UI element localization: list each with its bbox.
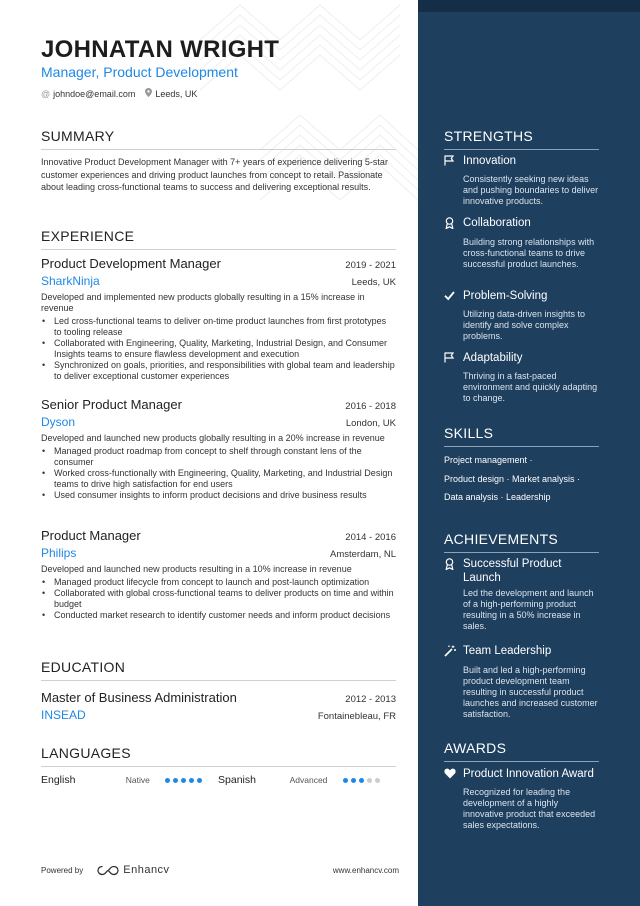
location-pin-icon — [145, 88, 152, 99]
job-company: Philips — [41, 546, 77, 560]
section-heading: ACHIEVEMENTS — [444, 531, 599, 553]
footer — [41, 864, 399, 876]
job-location: Leeds, UK — [351, 277, 396, 288]
education-location: Fontainebleau, FR — [317, 711, 396, 722]
section-heading: STRENGTHS — [444, 128, 599, 150]
candidate-name: JOHNATAN WRIGHT — [41, 36, 280, 63]
section-heading: AWARDS — [444, 740, 599, 762]
strength-title: Problem-Solving — [463, 290, 548, 302]
strength-item — [444, 155, 599, 207]
job-role: Product Development Manager — [41, 256, 221, 271]
job-location: Amsterdam, NL — [330, 549, 396, 560]
section-heading: EXPERIENCE — [41, 228, 396, 250]
email-item[interactable] — [41, 89, 135, 99]
rating-dot-empty — [367, 778, 372, 783]
skills-section — [444, 425, 599, 507]
summary-text: Innovative Product Development Manager with 7+ years of experience delivering 5-star customer experiences and driving product launches from concept to retail. Passionate about leading cross-functional teams to success and delivering exceptional results. — [41, 157, 388, 192]
location-text: Leeds, UK — [155, 88, 198, 99]
award-title: Product Innovation Award — [463, 768, 594, 780]
brand-block — [41, 864, 170, 876]
strength-desc: Building strong relationships with cross-functional teams to drive successful product launches. — [463, 236, 595, 269]
strength-item — [444, 352, 599, 404]
contact-info — [41, 88, 207, 99]
achievement-item — [444, 558, 599, 632]
flag-icon — [444, 352, 457, 368]
section-heading: SKILLS — [444, 425, 599, 447]
achievement-title: Successful Product Launch — [463, 558, 562, 584]
job-entry — [41, 397, 396, 501]
location-item — [145, 88, 197, 99]
job-description: Developed and implemented new products globally resulting in a 15% increase in revenue — [41, 292, 365, 313]
list-item: • Conducted market research to identify customer needs and inform product decisions — [41, 610, 396, 621]
strength-desc: Utilizing data-driven insights to identify and solve complex problems. — [463, 308, 586, 341]
list-item: • Collaborated with global cross-functional teams to deliver products on time and within budget — [41, 588, 396, 610]
section-heading: SUMMARY — [41, 128, 396, 150]
brand-name: Enhancv — [123, 864, 170, 876]
sidebar-top-bar — [418, 0, 640, 12]
language-level: Native — [125, 775, 150, 785]
rating-dot-filled — [189, 778, 194, 783]
job-bullets — [41, 446, 396, 501]
job-company: Dyson — [41, 415, 76, 429]
language-name: English — [41, 774, 76, 786]
degree: Master of Business Administration — [41, 690, 237, 705]
award-icon — [444, 558, 457, 575]
candidate-title: Manager, Product Development — [41, 64, 238, 80]
achievement-desc: Led the development and launch of a high-performing product resulting in a 50% increase in sales. — [463, 588, 594, 631]
job-entry — [41, 528, 396, 621]
skill-line: Product design · Market analysis · — [444, 473, 581, 484]
strength-desc: Consistently seeking new ideas and pushing boundaries to deliver innovative products. — [463, 173, 599, 206]
education-section — [41, 659, 396, 722]
achievement-title: Team Leadership — [463, 645, 552, 657]
email-text: johndoe@email.com — [53, 88, 136, 99]
school: INSEAD — [41, 708, 86, 722]
job-dates: 2016 - 2018 — [345, 401, 396, 412]
achievement-item — [444, 645, 599, 720]
rating-dot-empty — [375, 778, 380, 783]
rating-dot-filled — [165, 778, 170, 783]
job-dates: 2014 - 2016 — [345, 532, 396, 543]
language-level: Advanced — [289, 775, 328, 785]
skill-line: Data analysis · Leadership — [444, 492, 551, 502]
job-bullets — [41, 316, 396, 382]
award-item — [444, 768, 599, 831]
job-company: SharkNinja — [41, 274, 100, 288]
magic-wand-icon — [444, 645, 457, 662]
job-description: Developed and launched new products globally resulting in a 20% increase in revenue — [41, 433, 385, 443]
strength-desc: Thriving in a fast-paced environment and quickly adapting to change. — [463, 370, 598, 403]
language-rating — [343, 778, 396, 783]
award-desc: Recognized for leading the development of a highly innovative product that exceeded sales expectations. — [463, 786, 596, 830]
rating-dot-filled — [197, 778, 202, 783]
strength-item — [444, 290, 599, 342]
job-role: Senior Product Manager — [41, 397, 182, 412]
job-entry — [41, 256, 396, 382]
strength-item — [444, 217, 599, 270]
strength-title: Innovation — [463, 155, 517, 167]
heart-icon — [444, 768, 457, 784]
rating-dot-filled — [343, 778, 348, 783]
enhancv-logo-icon — [97, 865, 119, 876]
languages-section — [41, 745, 396, 786]
job-dates: 2019 - 2021 — [345, 260, 396, 271]
at-icon: @ — [41, 88, 51, 99]
powered-by-text: Powered by — [41, 865, 84, 875]
list-item: • Worked cross-functionally with Engineering, Quality, Marketing, and Industrial Design teams to drive high satisfaction for end users — [41, 468, 396, 490]
experience-section — [41, 228, 396, 250]
section-heading: LANGUAGES — [41, 745, 396, 767]
language-list — [41, 774, 396, 786]
list-item: • Managed product lifecycle from concept to launch and post-launch optimization — [41, 577, 396, 588]
strength-title: Collaboration — [463, 217, 531, 229]
award-icon — [444, 217, 457, 234]
section-heading: EDUCATION — [41, 659, 396, 681]
list-item: • Led cross-functional teams to deliver on-time product launches from first prototypes to tooling release — [41, 316, 396, 338]
skills-list — [444, 451, 599, 507]
strength-title: Adaptability — [463, 352, 523, 364]
education-dates: 2012 - 2013 — [345, 694, 396, 705]
strengths-section — [444, 128, 599, 150]
awards-section — [444, 740, 599, 762]
list-item: • Synchronized on goals, priorities, and responsibilities with global team and leadership to deliver exceptional customer experiences — [41, 360, 396, 382]
skill-line: Project management · — [444, 455, 533, 465]
achievement-desc: Built and led a high-performing product development team resulting in successful product launches and increased customer satisfaction. — [463, 664, 598, 719]
rating-dot-filled — [173, 778, 178, 783]
list-item: • Managed product roadmap from concept to shelf through constant lens of the consumer — [41, 446, 396, 468]
summary-section — [41, 128, 396, 194]
list-item: • Collaborated with Engineering, Quality, Marketing, Industrial Design, and Consumer Insights teams to ensure flawless development and execution — [41, 338, 396, 360]
rating-dot-filled — [359, 778, 364, 783]
rating-dot-filled — [351, 778, 356, 783]
language-rating — [165, 778, 218, 783]
list-item: • Used consumer insights to inform product decisions and drive business results — [41, 490, 396, 501]
rating-dot-filled — [181, 778, 186, 783]
job-description: Developed and launched new products resulting in a 10% increase in revenue — [41, 564, 352, 574]
check-icon — [444, 290, 457, 306]
flag-icon — [444, 155, 457, 171]
job-role: Product Manager — [41, 528, 141, 543]
job-bullets — [41, 577, 396, 621]
brand-url[interactable]: www.enhancv.com — [332, 865, 399, 875]
achievements-section — [444, 531, 599, 553]
language-name: Spanish — [218, 774, 256, 786]
job-location: London, UK — [345, 418, 396, 429]
